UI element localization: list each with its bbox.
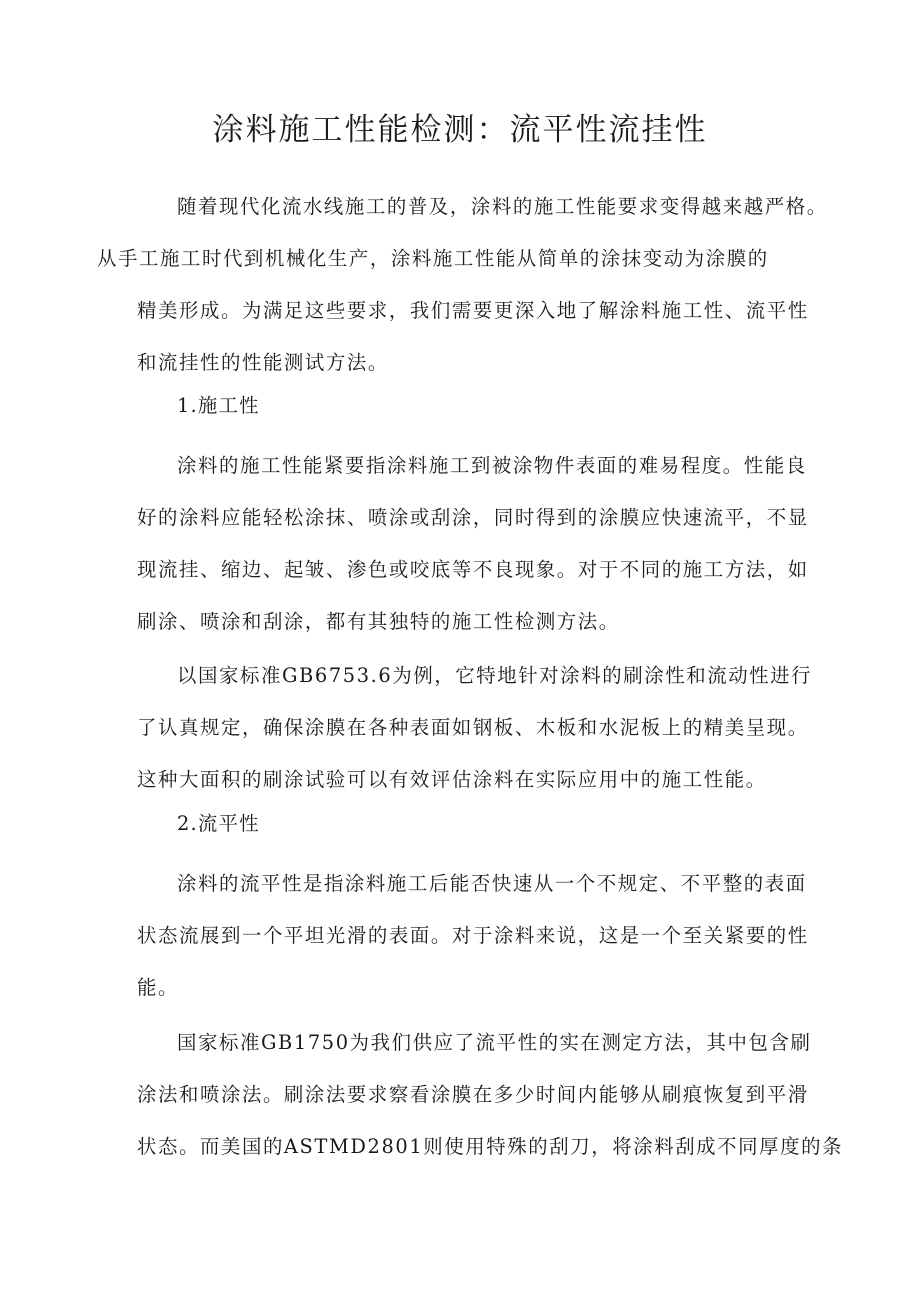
- text-line: 刷涂、喷涂和刮涂，都有其独特的施工性检测方法。: [137, 610, 620, 633]
- text-line: 随着现代化流水线施工的普及，涂料的施工性能要求变得越来越严格。: [177, 195, 828, 218]
- leveling-paragraph-2: [137, 1017, 844, 1173]
- section-heading-construction: 1.施工性: [177, 394, 260, 417]
- text-line: 和流挂性的性能测试方法。: [137, 351, 389, 374]
- section-heading-leveling: 2.流平性: [177, 812, 260, 835]
- text-line: 这种大面积的刷涂试验可以有效评估涂料在实际应用中的施工性能。: [137, 768, 767, 791]
- text-line: 状态。而美国的ASTMD2801则使用特殊的刮刀，将涂料刮成不同厚度的条: [137, 1135, 844, 1158]
- intro-paragraph: [97, 181, 828, 389]
- leveling-paragraph-1: [137, 858, 809, 1014]
- text-line: 现流挂、缩边、起皱、渗色或咬底等不良现象。对于不同的施工方法，如: [137, 558, 809, 581]
- text-line: 了认真规定，确保涂膜在各种表面如钢板、木板和水泥板上的精美呈现。: [137, 716, 809, 739]
- text-line: 以国家标准GB6753.6为例，它特地针对涂料的刷涂性和流动性进行: [177, 664, 813, 687]
- text-line: 能。: [137, 976, 179, 999]
- text-line: 状态流展到一个平坦光滑的表面。对于涂料来说，这是一个至关紧要的性: [137, 924, 809, 947]
- text-line: 涂料的流平性是指涂料施工后能否快速从一个不规定、不平整的表面: [177, 872, 807, 895]
- text-line: 精美形成。为满足这些要求，我们需要更深入地了解涂料施工性、流平性: [137, 299, 809, 322]
- construction-paragraph-1: [137, 440, 809, 648]
- text-line: 从手工施工时代到机械化生产，涂料施工性能从简单的涂抹变动为涂膜的: [97, 247, 769, 270]
- text-line: 好的涂料应能轻松涂抹、喷涂或刮涂，同时得到的涂膜应快速流平，不显: [137, 506, 809, 529]
- page-title: 涂料施工性能检测：流平性流挂性: [212, 112, 708, 148]
- text-line: 国家标准GB1750为我们供应了流平性的实在测定方法，其中包含刷: [177, 1031, 812, 1054]
- text-line: 涂料的施工性能紧要指涂料施工到被涂物件表面的难易程度。性能良: [177, 454, 807, 477]
- text-line: 涂法和喷涂法。刷涂法要求察看涂膜在多少时间内能够从刷痕恢复到平滑: [137, 1083, 809, 1106]
- construction-paragraph-2: [137, 650, 813, 806]
